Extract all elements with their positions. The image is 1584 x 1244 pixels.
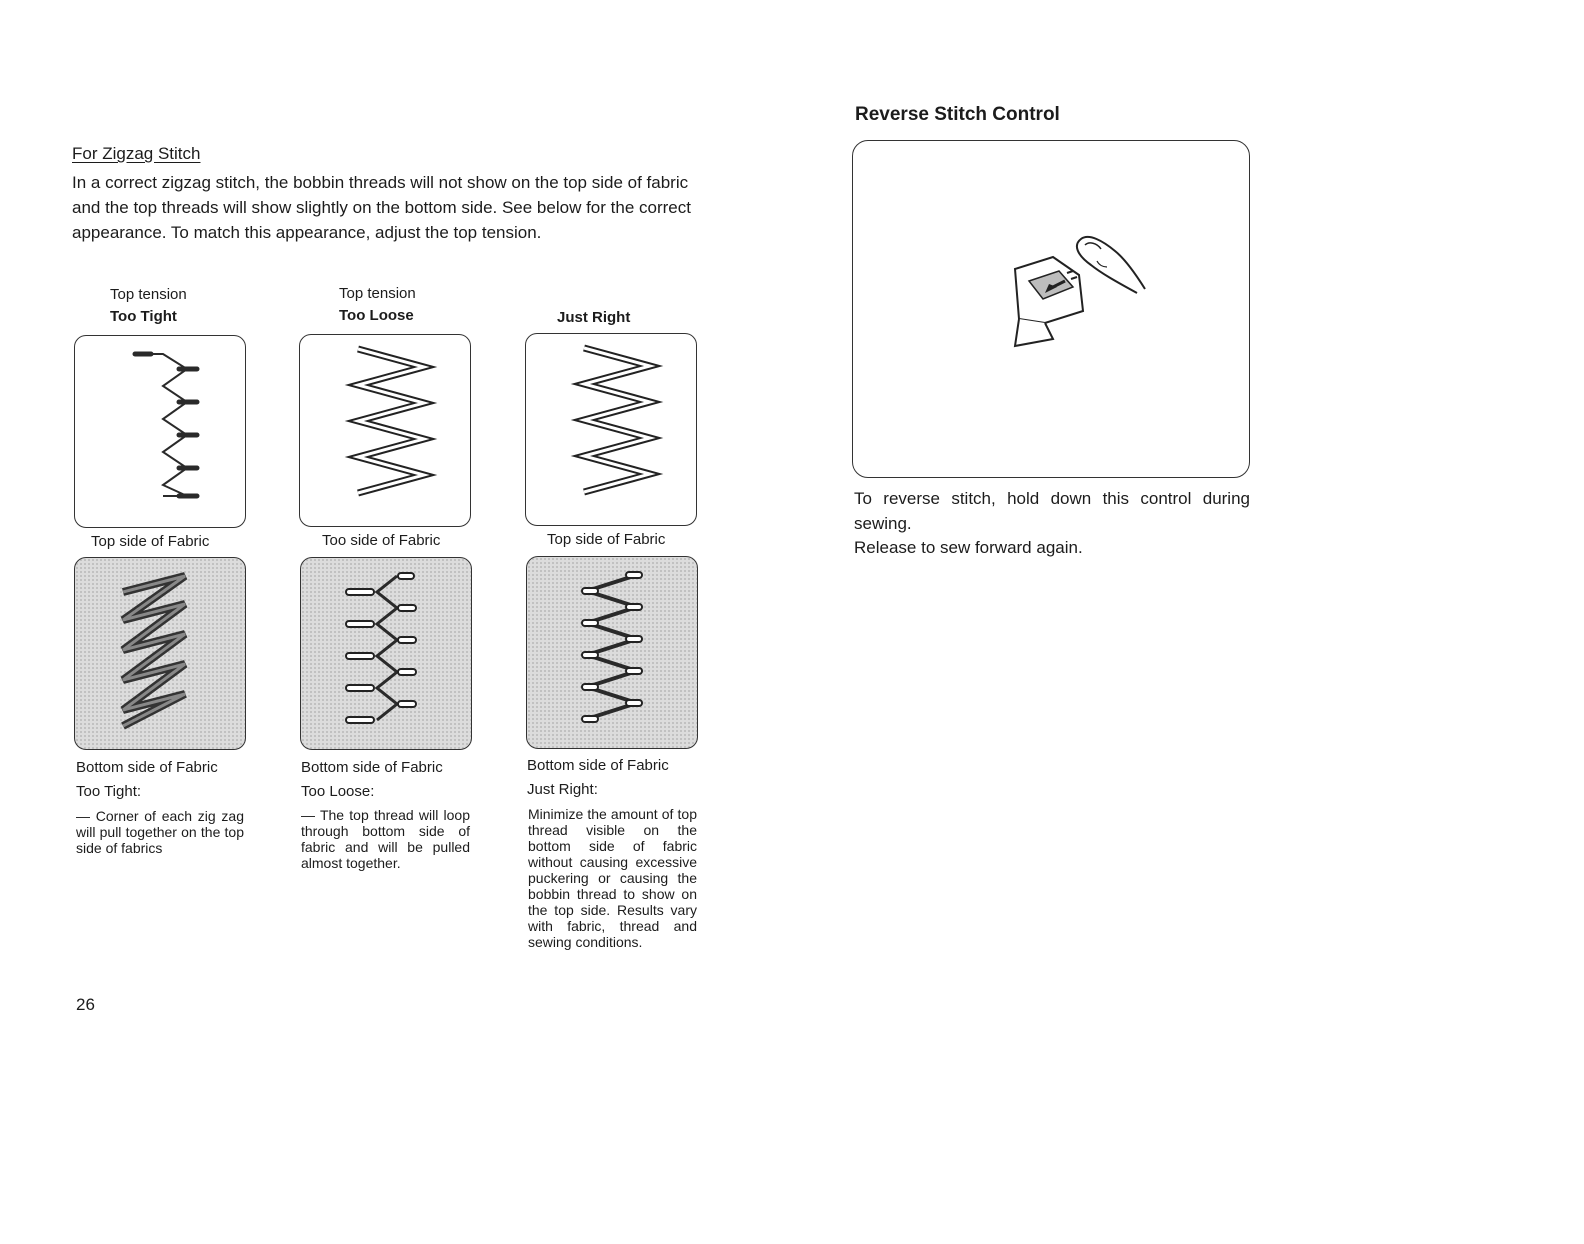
col1-bottom-caption: Bottom side of Fabric [76,759,218,776]
col3-top-caption: Top side of Fabric [547,531,666,548]
col3-description: Minimize the amount of top thread visible on the bottom side of fabric without causing excessive puckering or causing the bobbin thread to show on the top side. Results vary with fabric, thread and sewing conditions. [528,806,697,950]
page-number: 26 [76,995,95,1014]
col3-label [557,307,630,329]
col2-desc-title: Too Loose: [301,783,375,800]
panel-just-right-top [525,333,697,526]
col2-bottom-caption: Bottom side of Fabric [301,759,443,776]
reverse-stitch-title: Reverse Stitch Control [855,104,1060,125]
col3-desc-title: Just Right: [527,781,598,798]
too-loose-bottom-stitch-illustration [301,558,471,749]
too-tight-bottom-stitch-illustration [75,558,245,749]
panel-too-tight-top [74,335,246,528]
reverse-stitch-illustration-box [852,140,1250,478]
reverse-stitch-release-note: Release to sew forward again. [854,538,1083,557]
col1-pre-label: Top tension [110,286,187,303]
col2-label [339,283,416,327]
just-right-top-stitch-illustration [526,334,696,525]
too-tight-top-stitch-illustration [75,336,245,527]
col1-title: Too Tight [110,308,177,325]
col1-label [110,284,187,328]
just-right-bottom-stitch-illustration [527,557,697,748]
reverse-button-finger-illustration [853,141,1249,477]
panel-too-loose-top [299,334,471,527]
col3-bottom-caption: Bottom side of Fabric [527,757,669,774]
col2-title: Too Loose [339,307,414,324]
panel-just-right-bottom [526,556,698,749]
zigzag-intro-paragraph: In a correct zigzag stitch, the bobbin threads will not show on the top side of fabric and the top threads will show slightly on the bottom side. See below for the correct appearance. To match this appearance, adjust the top tension. [72,173,691,242]
col1-desc-title: Too Tight: [76,783,142,800]
col2-pre-label: Top tension [339,285,416,302]
zigzag-heading: For Zigzag Stitch [72,144,201,163]
col1-top-caption: Top side of Fabric [91,533,210,550]
too-loose-top-stitch-illustration [300,335,470,526]
panel-too-tight-bottom [74,557,246,750]
col2-top-caption: Too side of Fabric [322,532,441,549]
panel-too-loose-bottom [300,557,472,750]
reverse-stitch-instruction: To reverse stitch, hold down this control during sewing. [854,489,1250,533]
col3-title: Just Right [557,309,631,326]
col2-description: — The top thread will loop through bottom side of fabric and will be pulled almost together. [301,807,470,871]
col1-description: — Corner of each zig zag will pull together on the top side of fabrics [76,808,244,856]
